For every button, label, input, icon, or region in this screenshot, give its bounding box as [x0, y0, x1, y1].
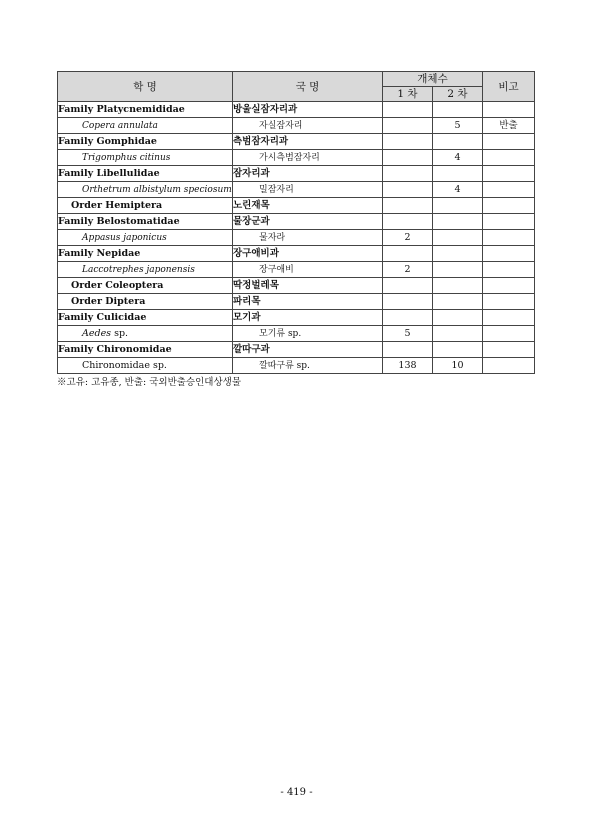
- scientific-name-plain: Chironomidae sp.: [82, 359, 167, 371]
- header-korean-name: 국 명: [233, 72, 383, 102]
- count-cell-r2: [433, 310, 483, 326]
- count-cell-r2: [433, 230, 483, 246]
- count-cell-r1: [383, 278, 433, 294]
- remark-cell: [483, 214, 535, 230]
- count-cell-r1: 2: [383, 262, 433, 278]
- count-cell-r2: 5: [433, 118, 483, 134]
- table-row: [58, 134, 535, 150]
- count-cell-r2: [433, 198, 483, 214]
- count-cell-r1: [383, 150, 433, 166]
- remark-cell: [483, 182, 535, 198]
- count-cell-r2: [433, 246, 483, 262]
- table-row: [58, 294, 535, 310]
- page-number: - 419 -: [280, 787, 313, 798]
- header-round-2: 2 차: [433, 87, 483, 102]
- remark-cell: [483, 326, 535, 342]
- korean-name-cell: 장구애비: [233, 262, 383, 278]
- header-count: 개체수: [383, 72, 483, 87]
- count-cell-r1: 2: [383, 230, 433, 246]
- count-cell-r2: [433, 278, 483, 294]
- scientific-name-cell: Family Platycnemididae: [58, 102, 233, 118]
- count-cell-r1: [383, 294, 433, 310]
- scientific-name-cell: Family Nepidae: [58, 246, 233, 262]
- scientific-name-cell: Family Belostomatidae: [58, 214, 233, 230]
- remark-cell: 반출: [483, 118, 535, 134]
- remark-cell: [483, 358, 535, 374]
- table-row: [58, 118, 535, 134]
- remark-cell: [483, 150, 535, 166]
- scientific-name-cell: Family Gomphidae: [58, 134, 233, 150]
- korean-name-cell: 모기과: [233, 310, 383, 326]
- scientific-name-cell: Trigomphus citinus: [58, 150, 233, 166]
- remark-cell: [483, 134, 535, 150]
- korean-name-cell: 노린재목: [233, 198, 383, 214]
- footnote: ※고유: 고유종, 반출: 국외반출승인대상생물: [57, 377, 241, 388]
- table-row: [58, 214, 535, 230]
- scientific-name-cell: Appasus japonicus: [58, 230, 233, 246]
- count-cell-r2: [433, 342, 483, 358]
- table-row: [58, 326, 535, 342]
- count-cell-r1: [383, 214, 433, 230]
- count-cell-r2: [433, 214, 483, 230]
- remark-cell: [483, 246, 535, 262]
- korean-name-cell: 밀잠자리: [233, 182, 383, 198]
- remark-cell: [483, 166, 535, 182]
- scientific-name-cell: Order Hemiptera: [58, 198, 233, 214]
- scientific-name-cell: [58, 358, 233, 374]
- scientific-name-cell: [58, 326, 233, 342]
- korean-name-cell: 자실잠자리: [233, 118, 383, 134]
- count-cell-r1: 138: [383, 358, 433, 374]
- scientific-name-cell: Order Diptera: [58, 294, 233, 310]
- korean-name-cell: 딱정벌레목: [233, 278, 383, 294]
- count-cell-r2: [433, 166, 483, 182]
- count-cell-r1: 5: [383, 326, 433, 342]
- table-row: [58, 358, 535, 374]
- species-table: [57, 71, 535, 374]
- count-cell-r1: [383, 134, 433, 150]
- table-row: [58, 166, 535, 182]
- table-row: [58, 262, 535, 278]
- table-row: [58, 230, 535, 246]
- header-remark: 비고: [483, 72, 535, 102]
- count-cell-r1: [383, 198, 433, 214]
- korean-name-cell: 가시측범잠자리: [233, 150, 383, 166]
- header-round-1: 1 차: [383, 87, 433, 102]
- korean-name-cell: 깔따구류 sp.: [233, 358, 383, 374]
- table-row: [58, 278, 535, 294]
- remark-cell: [483, 278, 535, 294]
- count-cell-r2: [433, 294, 483, 310]
- count-cell-r1: [383, 246, 433, 262]
- remark-cell: [483, 102, 535, 118]
- count-cell-r2: [433, 102, 483, 118]
- scientific-name-cell: Orthetrum albistylum speciosum: [58, 182, 233, 198]
- remark-cell: [483, 310, 535, 326]
- table-row: [58, 198, 535, 214]
- table-row: [58, 310, 535, 326]
- korean-name-cell: 측범잠자리과: [233, 134, 383, 150]
- scientific-name-cell: Family Chironomidae: [58, 342, 233, 358]
- count-cell-r1: [383, 310, 433, 326]
- remark-cell: [483, 294, 535, 310]
- table-row: [58, 246, 535, 262]
- count-cell-r1: [383, 118, 433, 134]
- count-cell-r1: [383, 166, 433, 182]
- count-cell-r2: [433, 326, 483, 342]
- scientific-name-cell: Family Libellulidae: [58, 166, 233, 182]
- count-cell-r1: [383, 102, 433, 118]
- scientific-name-plain: sp.: [111, 327, 129, 339]
- count-cell-r2: [433, 262, 483, 278]
- table-row: [58, 342, 535, 358]
- remark-cell: [483, 198, 535, 214]
- korean-name-cell: 방울실잠자리과: [233, 102, 383, 118]
- count-cell-r2: 4: [433, 182, 483, 198]
- remark-cell: [483, 230, 535, 246]
- korean-name-cell: 파리목: [233, 294, 383, 310]
- korean-name-cell: 모기류 sp.: [233, 326, 383, 342]
- table-row: [58, 102, 535, 118]
- korean-name-cell: 물장군과: [233, 214, 383, 230]
- korean-name-cell: 장구애비과: [233, 246, 383, 262]
- korean-name-cell: 잠자리과: [233, 166, 383, 182]
- count-cell-r2: 10: [433, 358, 483, 374]
- remark-cell: [483, 262, 535, 278]
- korean-name-cell: 물자라: [233, 230, 383, 246]
- korean-name-cell: 깔따구과: [233, 342, 383, 358]
- count-cell-r1: [383, 342, 433, 358]
- count-cell-r2: [433, 134, 483, 150]
- scientific-name-cell: Order Coleoptera: [58, 278, 233, 294]
- remark-cell: [483, 342, 535, 358]
- table-row: [58, 150, 535, 166]
- count-cell-r2: 4: [433, 150, 483, 166]
- count-cell-r1: [383, 182, 433, 198]
- scientific-name-cell: Family Culicidae: [58, 310, 233, 326]
- header-scientific-name: 학 명: [58, 72, 233, 102]
- table-body: [58, 102, 535, 374]
- scientific-name-italic: Aedes: [82, 327, 112, 339]
- scientific-name-cell: Laccotrephes japonensis: [58, 262, 233, 278]
- table-row: [58, 182, 535, 198]
- scientific-name-cell: Copera annulata: [58, 118, 233, 134]
